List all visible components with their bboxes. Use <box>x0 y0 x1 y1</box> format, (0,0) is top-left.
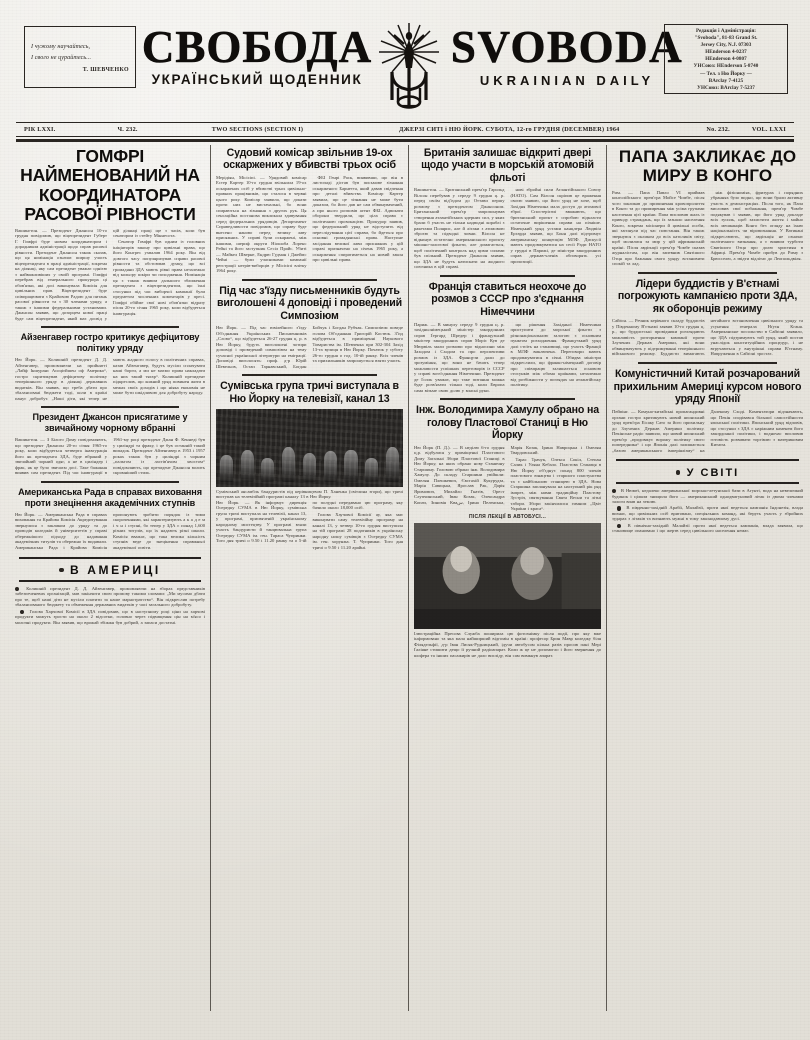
bullet-icon <box>15 587 19 591</box>
dateline-sections: TWO SECTIONS (SECTION I) <box>211 126 304 133</box>
world-briefs-c4 <box>612 488 803 534</box>
brief-text: В північно-західній Малайзії проти якої ведеться кампанія, влада заявила, що становище опановано і що жертв серед цивільного населення немає. <box>612 522 803 534</box>
bus-incident-photo <box>414 523 601 629</box>
column-2 <box>211 145 409 1011</box>
contact-line-1: Редакція і Адміністрація: <box>695 28 757 34</box>
brief-text: В південно-західній Арабії, Малайзії, проти якої ведеться кампанія Індонезія, влада визнає, що цивільних осіб врятовано, спеціяльних команд, які беруть участь у збройних зударах з літаків та визнають мужні в тому законодавчому дусі. <box>612 505 803 522</box>
headline-france-ussr-germany[interactable]: Франція ставиться неохоче до розмов з СССР про з'єднання Німеччини <box>428 280 587 318</box>
section-divider <box>41 326 179 328</box>
quote-line-1: І чужому научайтесь, <box>31 43 91 50</box>
sumivska-choir-photo <box>216 409 403 487</box>
brief-item <box>15 609 205 626</box>
dateline-issue-en: No. 232. <box>706 126 730 133</box>
dateline-place-date: ДЖЕРЗІ СИТІ і НЮ ЙОРК. СУБОТА, 12-го ГРУДНЯ (DECEMBER) 1964 <box>399 126 620 133</box>
brief-text: Колишній президент Д. Д. Айзенгавер, промовляючи на зборах представників забезпеченевих організацій, мав закінчити свою промову такими словами: „Ми мусимо дбати про те, щоб наші діти не мусіли платити за наше марнотратство“. Він підкреслив потребу збалансованого бюджету та обмеження державних видатків у часі загального добробуту. <box>15 585 205 608</box>
article-humphrey-body <box>15 228 205 322</box>
america-briefs-c1 <box>15 586 205 625</box>
contact-line-3: Jersey City, N.J. 07303 <box>700 42 752 49</box>
headline-eisenhower[interactable]: Айзенгавер гостро критикує дефіцитову політику уряду <box>20 332 200 353</box>
banner-label: У СВІТІ <box>686 467 740 480</box>
article-mississippi-body <box>216 175 403 274</box>
title-ua-text: СВОБОДА <box>141 22 373 72</box>
contact-phone-5: УНСоюз: BArclay 7-5237 <box>697 84 755 91</box>
paragraph: Тарас Трачук, Олекса Сокіл, Степан Салик і Уляна Кебало. Пластова Станиця в Ню Йорку об'єднує понад 800 членів пластового юнацтва і старшого пластунства та є найбільшою станицею в ЗДА. Нова Старшина запланувала на наступний рік ряд імпрез, між ними традиційну Пластову Зустріч, святкування Свята Весни та літні табори. Збори закінчилися гимном „Цвіт України і краса“. <box>510 456 601 512</box>
banner-v-amerytsi <box>19 557 201 582</box>
quote-author: Т. ШЕВЧЕНКО <box>82 66 129 73</box>
paragraph: Ню Йорк. — Як інформує дирекція Осередку СУМА в Ню Йорку, сумівська група тричі виступала на телевізії, канал 13, у програмі, присвяченій українському народному мистецтву. У програмі взяли участь бандуристи й танцювальна група Осередку СУМА ім. ген. Тараса Чупринки. Того дня тричі о 9.50 і 11.20 ранку та о 5-ій по полудні передавано цю програму, яку бачило около 18,000 осіб. <box>216 499 403 544</box>
headline-judge-released-19[interactable]: Судовий комісар звільнив 19-ох оскаржених у вбивстві трьох осіб <box>223 146 396 172</box>
headline-sum-television[interactable]: Сумівська група тричі виступала в Ню Йорку на телевізії, канал 13 <box>220 380 399 406</box>
headline-johnson-inauguration[interactable]: Президент Джансон присягатиме у звичайному чорному вбранні <box>32 412 188 433</box>
column-1 <box>10 145 211 1011</box>
paragraph: Вашингтон. — З Білого Дому повідомляють, що президент Джансон 20-го січня 1965-го року, коли відбудеться четверта інавгурація його як президента ЗДА, буде вбраний у звичайний чорний одяг, а не в циліндер і фрак, як це було звичаєм досі. Таке бажання виявив сам президент. Під час інавгурації в 1961-му році президент Джан Ф. Кеннеді був у циліндрі та фраку, і це був останній такий випадок. Президент Айзенгавер в 1953 і 1957 роках також був у циліндрі з чорним „пальтом із ластів'ячим хвостом“ повідомляють, що президент Джансон волить скромніший стиль. <box>15 437 205 475</box>
article-education-body <box>15 512 205 551</box>
paragraph: Голова Хаучової Комісії ау, яка має виконувати саму телевізійну програму на каналі 13, у четвер 10-го грудня виступила на тій програмі 28 податників в українську народну ношу сумівців з Осередку СУМА ім. ген. хорунжа. Т. Чупринки. Того дня тричі о 9.50 і 11.20 арайні. <box>312 511 403 550</box>
bullet-icon <box>676 470 680 474</box>
contact-line-7: — Тел. з Ню Йорку — <box>700 70 752 77</box>
paragraph: Ню Йорк. — Під час ювілейного з'їзду Об'єднання Українських Письменників „Слово“, що відбудеться 26-27 грудня ц. р. в Ню Йорку, будуть виголошені чотири доповіді і проведений симпозіюм на тему сучасної української літератури на еміграції. Доповіді виголосять: проф. д-р Юрій Шевельов, Остап Тарнавський, Богдан Бойчук і Богдан Рубчак. Симпозіюм поведе голова Об'єднання Григорій Костюк. З'їзд відбудеться в приміщенні Наукового Товариства ім. Шевченка при 302-304 Захід 13-та вулиця в Ню Йорку. Початок у суботу 26-го грудня о год. 10-ій ранку. Всіх членів та прихильників запрошується взяти участь. <box>216 325 403 369</box>
shevchenko-quote-box <box>24 26 136 88</box>
section-divider <box>41 481 179 483</box>
article-france-body <box>414 322 601 394</box>
contact-phone-4: BArclay 7-4125 <box>708 77 744 84</box>
article-buddhists-body <box>612 318 803 357</box>
brief-item <box>612 523 803 534</box>
paragraph: Пейпінг. — Комуно-китайські пропагандивні органи гостро критикують новий японський уряд прем'єра Еісаку Сато за його прихильну до Злучених Держав Америки політику. Пекінське радіо заявило, що новий японський прем'єр „продовжує ворожу політику свого попередника“ і що Японія далі залишається „базою американського імперіялізму“ на Далекому Сході. Коментатори відзначають, що Пекін сподівався більшої самостійности японської політики. Японський уряд відповів, що стосунки з ЗДА є наріжним каменем його закордонної політики, і водночас висловив готовість розвивати торгівлю з материковим Китаєм. <box>612 409 803 453</box>
bullet-icon <box>617 506 621 510</box>
article-sum-tv-body <box>216 500 403 550</box>
paragraph: Вашингтон. — Британський прем'єр Гарольд Вілсон перебував у середу 9 грудня ц. р. перед своїм від'їздом до Оттави першу розмову з президентом Джансоном. Британський прем'єр запропонував створення атлантійських ядерних сил, у яких брали б участь не тільки надводні кораблі з ракетами Полярис, але й літаки з атомовою зброєю та підводні човни. Вілсон не відкинув остаточно американського проєкту мішано-залогової фльоти, але домагається, щоб політичний контроль над цими силами був спільний. Президент Джансон заявив, що ЗДА не будуть натискати на жодного союзника в цій справі. <box>414 187 505 270</box>
contact-phone-2: HEnderson 4-0807 <box>705 56 747 63</box>
contact-phone-3: УНСоюз: HEnderson 5-8740 <box>693 63 759 70</box>
paragraph: ФБІ Генрі Раск, виявивши, що він в листопаді дістав був письмове зізнання оскарженого Барнетта, який давав свідчення про деталі вбивства. Комісар Картер заявила, що це зізнання не може бути доказом, бо його дав не сам обвинувачений, а про нього розповів агент ФБІ. Адвокати оборони твердили, що ціла справа є політичною провокацією. Прокурор заявив, що федеральний уряд не відступить від переслідування цієї справи, бо йдеться про основні громадянські права. Наступне засідання великої лави присяжних у цій справі призначено на січень 1965 року, а оскарження спиратиметься на новий закон про цивільні права. <box>312 174 403 263</box>
dateline-year-en: VOL. LXXI <box>751 126 786 133</box>
banner-label: В АМЕРИЦІ <box>70 562 161 577</box>
paragraph: Париж. — В минулу середу 9 грудня ц. р. західньонімецький міністер закордонних справ Ґергард Шредер і французький міністер закордонних справ Моріс Кув де Мюрвіль мали розмови про відносини між Заходом і Сходом та про перспективи розмов із ЗДА. Французи дали до зрозуміння, що вони не бачать тепер можливости успішних переговорів із СССР у справі возз'єднання Німеччини. Президент де Ґолль уважає, що таке питання можна буде розв'язати тільки тоді, коли Европа сама візьме свою долю у власні руки. <box>414 321 505 393</box>
trident-emblem <box>378 22 440 110</box>
paragraph: Ню Йорк. — Колишній президент Д. Д. Айзенгавер, промовляючи на прийнятті „Лайф Іншуранс Асоцієйшен оф Америка“, гостро скритикував дефіцитову політику теперішнього уряду в ділянці державних видатків. Він заявив, що треба дбати про збалансовані бюджети тоді, коли в країні панує добробут. „Наші діти, які тепер не мають жадного голосу в політичних справах, казав Айзенгавер, будуть мусіли сплачувати наші борги, а ми не маємо права накладати на них такий тягар“. Колишній президент підкреслив, що кожний уряд повинен жити в межах своїх доходів і що ніяка економія не може бути шкідливою для добробуту народу. <box>15 357 205 401</box>
brief-item <box>612 488 803 505</box>
paragraph: Вашингтон. — Президент Джансон 10-го грудня повідомив, що віцепрезидент Губерт Г. Гомфрі буде новим координатором і дорадником адміністрації щодо справ расової рівности. Президент Джансон також сказав, що ця номінація означає ширшу участь віцепрезидента в праці адміністрації, зокрема на ділянці, яку сам президент уважає однією з найважливіших у своїй програмі. Гомфрі перебрав від генерального прокурора ці обов'язки, які досі виконувала Комісія для цивільних прав. Віцепрезидент буде співпрацювати з Крайовою Радою для питань расової рівности та з 30 членами уряду, а також з іншими федеральними установами. Джансон заявив, що дозорцем нової праці буде сам віцепрезидент, який має досвід у цій ділянці праці ще з часів, коли був сенатором із стейту Міннесота. <box>15 227 205 321</box>
brief-item <box>15 586 205 608</box>
headline-buddhists-vietnam[interactable]: Лідери буддистів у В'єтнамі погрожують кампанією проти ЗДА, як оборонців режиму <box>617 277 798 315</box>
paragraph: Рим. — Папа Павло VI приймав конголійського прем'єра Мойсе Чомбе, після чого закликав до припинення кровопролиття в Конго та до примирення між усіма групами населення цієї країни. Папа висловив жаль із приводу страждань, що їх зазнало населення Конго, зокрема місіонери й цивільні особи, які загинули під час повстання. Він також звернувся з окликом до всіх католиків світу, щоб молилися за мир у цій африканській країні. Після авдієнції прем'єр Чомбе сказав журналістам, що він запевнив Святішого Отця про бажання свого уряду встановити спокій та лад. <box>612 189 705 266</box>
banner-u-sviti <box>616 459 799 484</box>
sumivska-photo-caption: Сумівський ансамбль бандуристів під керівництвом П. Ханенка (світлина згори), що тричі виступав на телевізійній програмі каналу 13 в Ню Йорку. <box>216 488 403 500</box>
article-china-body <box>612 409 803 453</box>
article-writers-body <box>216 325 403 369</box>
paragraph: Сенатор Гомфрі був одним із головних ініціяторів закону про цивільні права, що його Конгрес ухвалив 1964 року. Він від довгого часу популяризував справи расової рівности та обстоював думку, що всі громадяни ЗДА мають рівні права незалежно від кольору шкіри чи походження. Номінація ця є також виявом дальшого зближення президента з віцепрезидентом, що їхні стосунки під час виборчої кампанії були предметом численних коментарів у пресі. Гомфрі обійме свої нові обов'язки відразу після 20-го січня 1965 року, коли відбудеться інавгурація. <box>113 239 205 316</box>
headline-pope-congo[interactable]: ПАПА ЗАКЛИКАЄ ДО МИРУ В КОНГО <box>618 146 797 185</box>
article-eisenhower-body <box>15 357 205 401</box>
contact-info-box <box>664 24 788 94</box>
bullet-icon <box>20 610 24 614</box>
paragraph: Сайґон. — Речник керівного складу буддистів у Південному В'єтнамі заявив 10-го грудня ц. р., що буддистські провідники розглядають можливість розгорнення кампанії проти Злучених Держав Америки, які вони обвинувачують у підтримуванні теперішнього військового режиму. Буддисти вимагають негайного встановлення цивільного уряду та усунення генерала Нґуєн Кганя. Американське посольство в Сайґоні заявило, що ЗДА підтримують той уряд, який постав унаслідок конституційних процедур, і не втручаються у внутрішні справи В'єтнаму. Напруження в Сайґоні зростає. <box>612 318 803 357</box>
subtitle-en-text: UKRAINIAN DAILY <box>479 73 655 88</box>
quote-line-2: І свого не цурайтесь... <box>31 54 92 61</box>
article-johnson-body <box>15 437 205 476</box>
section-divider <box>41 406 179 408</box>
section-divider <box>638 272 777 274</box>
headline-plast-chamula[interactable]: Інж. Володимира Хамулу обрано на голову Пластової Станиці в Ню Йорку <box>416 404 599 442</box>
paragraph: Ню Йорк (П. Д.). — В неділю 6-го грудня ц.р. відбулися у приміщенні Пластового Дому Загальні Збори Пластової Станиці в Ню Йорку, на яких обрано нову Станичну Старшину. Головою обрано інж. Володимира Хамулу. До складу Старшини увійшли: Омелян Плешкевич, Євстахій Кукурудза, Марія Савицька, Ярослав Рак, Дарія Яримович, Михайло Гнатів, Орест Слупчинський, Іван Козак, Олександра Копач, Зиновія Кваس, Ірина Пеленська, Марія Козак, Ірина Навроцька і Омелян Твардовський. <box>414 444 601 505</box>
masthead-title-english <box>436 24 698 88</box>
bus-photo-caption: Ілюстраційна Пресова Служба поширила цю фотознімку після події, про яку вже інформовано та яка мала найширший відгомін в країні: професор Брин Мавр коледжу біля Філядельфії, д-р Іван Лисяк-Рудницький, ідучи автобусом кілька разів просив пані Мері Ґаліяне стишити дещо її ручний радіоапарат. Коли ж це не допомогло і його звернення до шофера та інших пасажирів не дало висліду, він сам вимкнув апарат. <box>414 630 601 658</box>
article-grid <box>10 145 803 1011</box>
section-divider <box>440 275 575 277</box>
contact-line-2: "Svoboda", 81-83 Grand St. <box>694 35 758 42</box>
kicker-after-lecture: ПІСЛЯ ЛЕКЦІЇ В АВТОБУСІ... <box>468 513 547 520</box>
dateline-bar <box>16 122 794 137</box>
section-divider <box>440 398 575 400</box>
headline-writers-congress[interactable]: Під час з'їзду письменників будуть виголошені 4 доповіді і проведений Симпозіюм <box>217 284 402 322</box>
masthead-bottom-rule <box>16 139 794 142</box>
article-pope-body <box>612 190 803 267</box>
masthead <box>6 22 804 118</box>
bullet-icon <box>59 568 63 572</box>
dateline-year-ua: РІК LXXI. <box>24 126 56 133</box>
bullet-icon <box>612 489 616 493</box>
headline-china-japan[interactable]: Комуністичний Китай розчарований прихильним Америці курсом нового уряду Японії <box>613 368 802 406</box>
photo-figures <box>216 438 403 482</box>
column-4 <box>607 145 808 1011</box>
dateline-issue-ua: Ч. 232. <box>117 126 138 133</box>
brief-text: В Нюмеї, недалеко американської морсько-летунської бази в Агунті, вода на невеличкий будинок і цілком знищила його — американський однодвигуновий літак із двома членами залоги впав на землю. <box>612 488 803 505</box>
section-divider <box>242 374 377 376</box>
subtitle-ua-text: УКРАЇНСЬКИЙ ЩОДЕННИК <box>151 72 363 87</box>
headline-humphrey[interactable]: ГОМФРІ НАЙМЕНОВАНИЙ НА КООРДИНАТОРА РАСОВОЇ РІВНОСТИ <box>20 145 200 224</box>
bullet-icon <box>617 524 621 528</box>
contact-phone-1: HEnderson 4-0237 <box>705 49 747 56</box>
article-britain-body <box>414 187 601 270</box>
article-plast-body <box>414 445 601 512</box>
section-divider <box>242 279 377 281</box>
paragraph: нові збройні сили Атлантійського Союзу (НАТО). Сам Вілсон скріпив це враження своєю заявою, що його уряд не хоче, щоб Західня Німеччина мала доступ до атомової зброї. Спостерігачі вважають, що британський проєкт є спробою відкласти остаточне вирішення справи на пізніше. Німецький уряд устами канцлера Людвіґа Ергарда заявив, що Бонн далі підтримує американську концепцію МЛФ. Дискусії мають продовжуватися на сесії Ради НАТО у грудні в Парижі, де міністри закордонних справ держав-членів обговорять усі пропозиції. <box>510 187 601 264</box>
paragraph: Ню Йорк. — Американська Рада в справах виховання та Крайова Комісія Акредитування звернулися з закликом до уряду та до проводів коледжів й університетів у справі обережнішого підходу до надавання академічних титулів та обережно їх видавали. Американська Рада і Крайова Комісія пропонують зробити порядок із тими скороченнями, які характеризують а к а д е м і ч н і ступні, бо тепер у ЗДА є понад 1,600 різних титулів, що їх надають різні школи. Комісія вважає, що така велика кількість ступнів веде до знецінення справжньої академічної освіти. <box>15 511 205 550</box>
section-divider <box>638 362 777 364</box>
brief-item <box>612 505 803 522</box>
brief-text: Голова Харчової Комісії в ЗДА повідомив, що в наступному році ціни на харчові продукти можуть зрости на около 2 відсотки, головно через підвищення цін на м'ясо і молочні продукти. Він заявив, що врожай збіжжя був добрий, а запаси достатні. <box>15 608 205 625</box>
headline-britain-atomic-fleet[interactable]: Британія залишає відкриті двері щодо участи в морській атомовій фльоті <box>421 146 594 184</box>
title-en-text: SVOBODA <box>450 22 684 72</box>
masthead-title-ukrainian <box>132 24 382 87</box>
paragraph: Мерідіян, Місісіпі. — Урядовий комісар Естер Картер 10-го грудня звільнила 19-ох оскаржених осіб у вбивстві трьох цивільно-правних працівників, що сталося в червні цього року. Комісар заявила, що докази проти них не вистачальні, бо вони спираються на зізнання з других рук. Ця сенсаційна постанова викликала здивування серед федеральних урядовців. Департамент Справедливости повідомив, що справу буде внесено наново перед велику лаву присяжних. У справі були оскаржені, між іншими, шериф округи Ніошоба Лоренс Рейні та його заступник Сесіл Прайс. Убиті — Майкел Шверне, Ендрю Гудман і Джеймс Чейні — були учасниками кампанії реєстрації негрів-виборців у Місісіпі влітку 1964 року. <box>216 174 307 274</box>
headline-education-council[interactable]: Американська Рада в справах виховання проти знецінення академічних ступнів <box>18 486 202 508</box>
paragraph: що рішення Західньої Німеччини приступити до морської фльоти з різнонаціональною залогою є основним пунктом розходження. Французький уряд далі стоїть на становищі, що участь Франції в МЛФ виключена. Переговори мають продовжуватися в січні. Обидва міністри підкреслили, що франко-німецький договір про співпрацю залишається основою стосунків між обома країнами, незалежно від розбіжности у поглядах на атлантійську політику. <box>510 321 601 388</box>
paragraph: ніж фізіономіях, фризурах і порядних убраннях було видно, що вони брали активну участь в демонстраціях. Після того, як Папа висловив свої побажання, прем'єр Чомбе подякував і заявив, що його уряд докладе всіх зусиль, щоб захистити життя і майно всіх мешканців Конго без огляду на їхню національність чи віровизнання. У Ватикані підкреслюють, що авдієнція не означає політичного визнання, а є виявом турботи Святішого Отця про долю християн в Африці. Прем'єр Чомбе прибув до Риму з Брюсселю, а звідти відлітає до Леопольдвіля. <box>710 189 803 261</box>
column-3 <box>409 145 607 1011</box>
